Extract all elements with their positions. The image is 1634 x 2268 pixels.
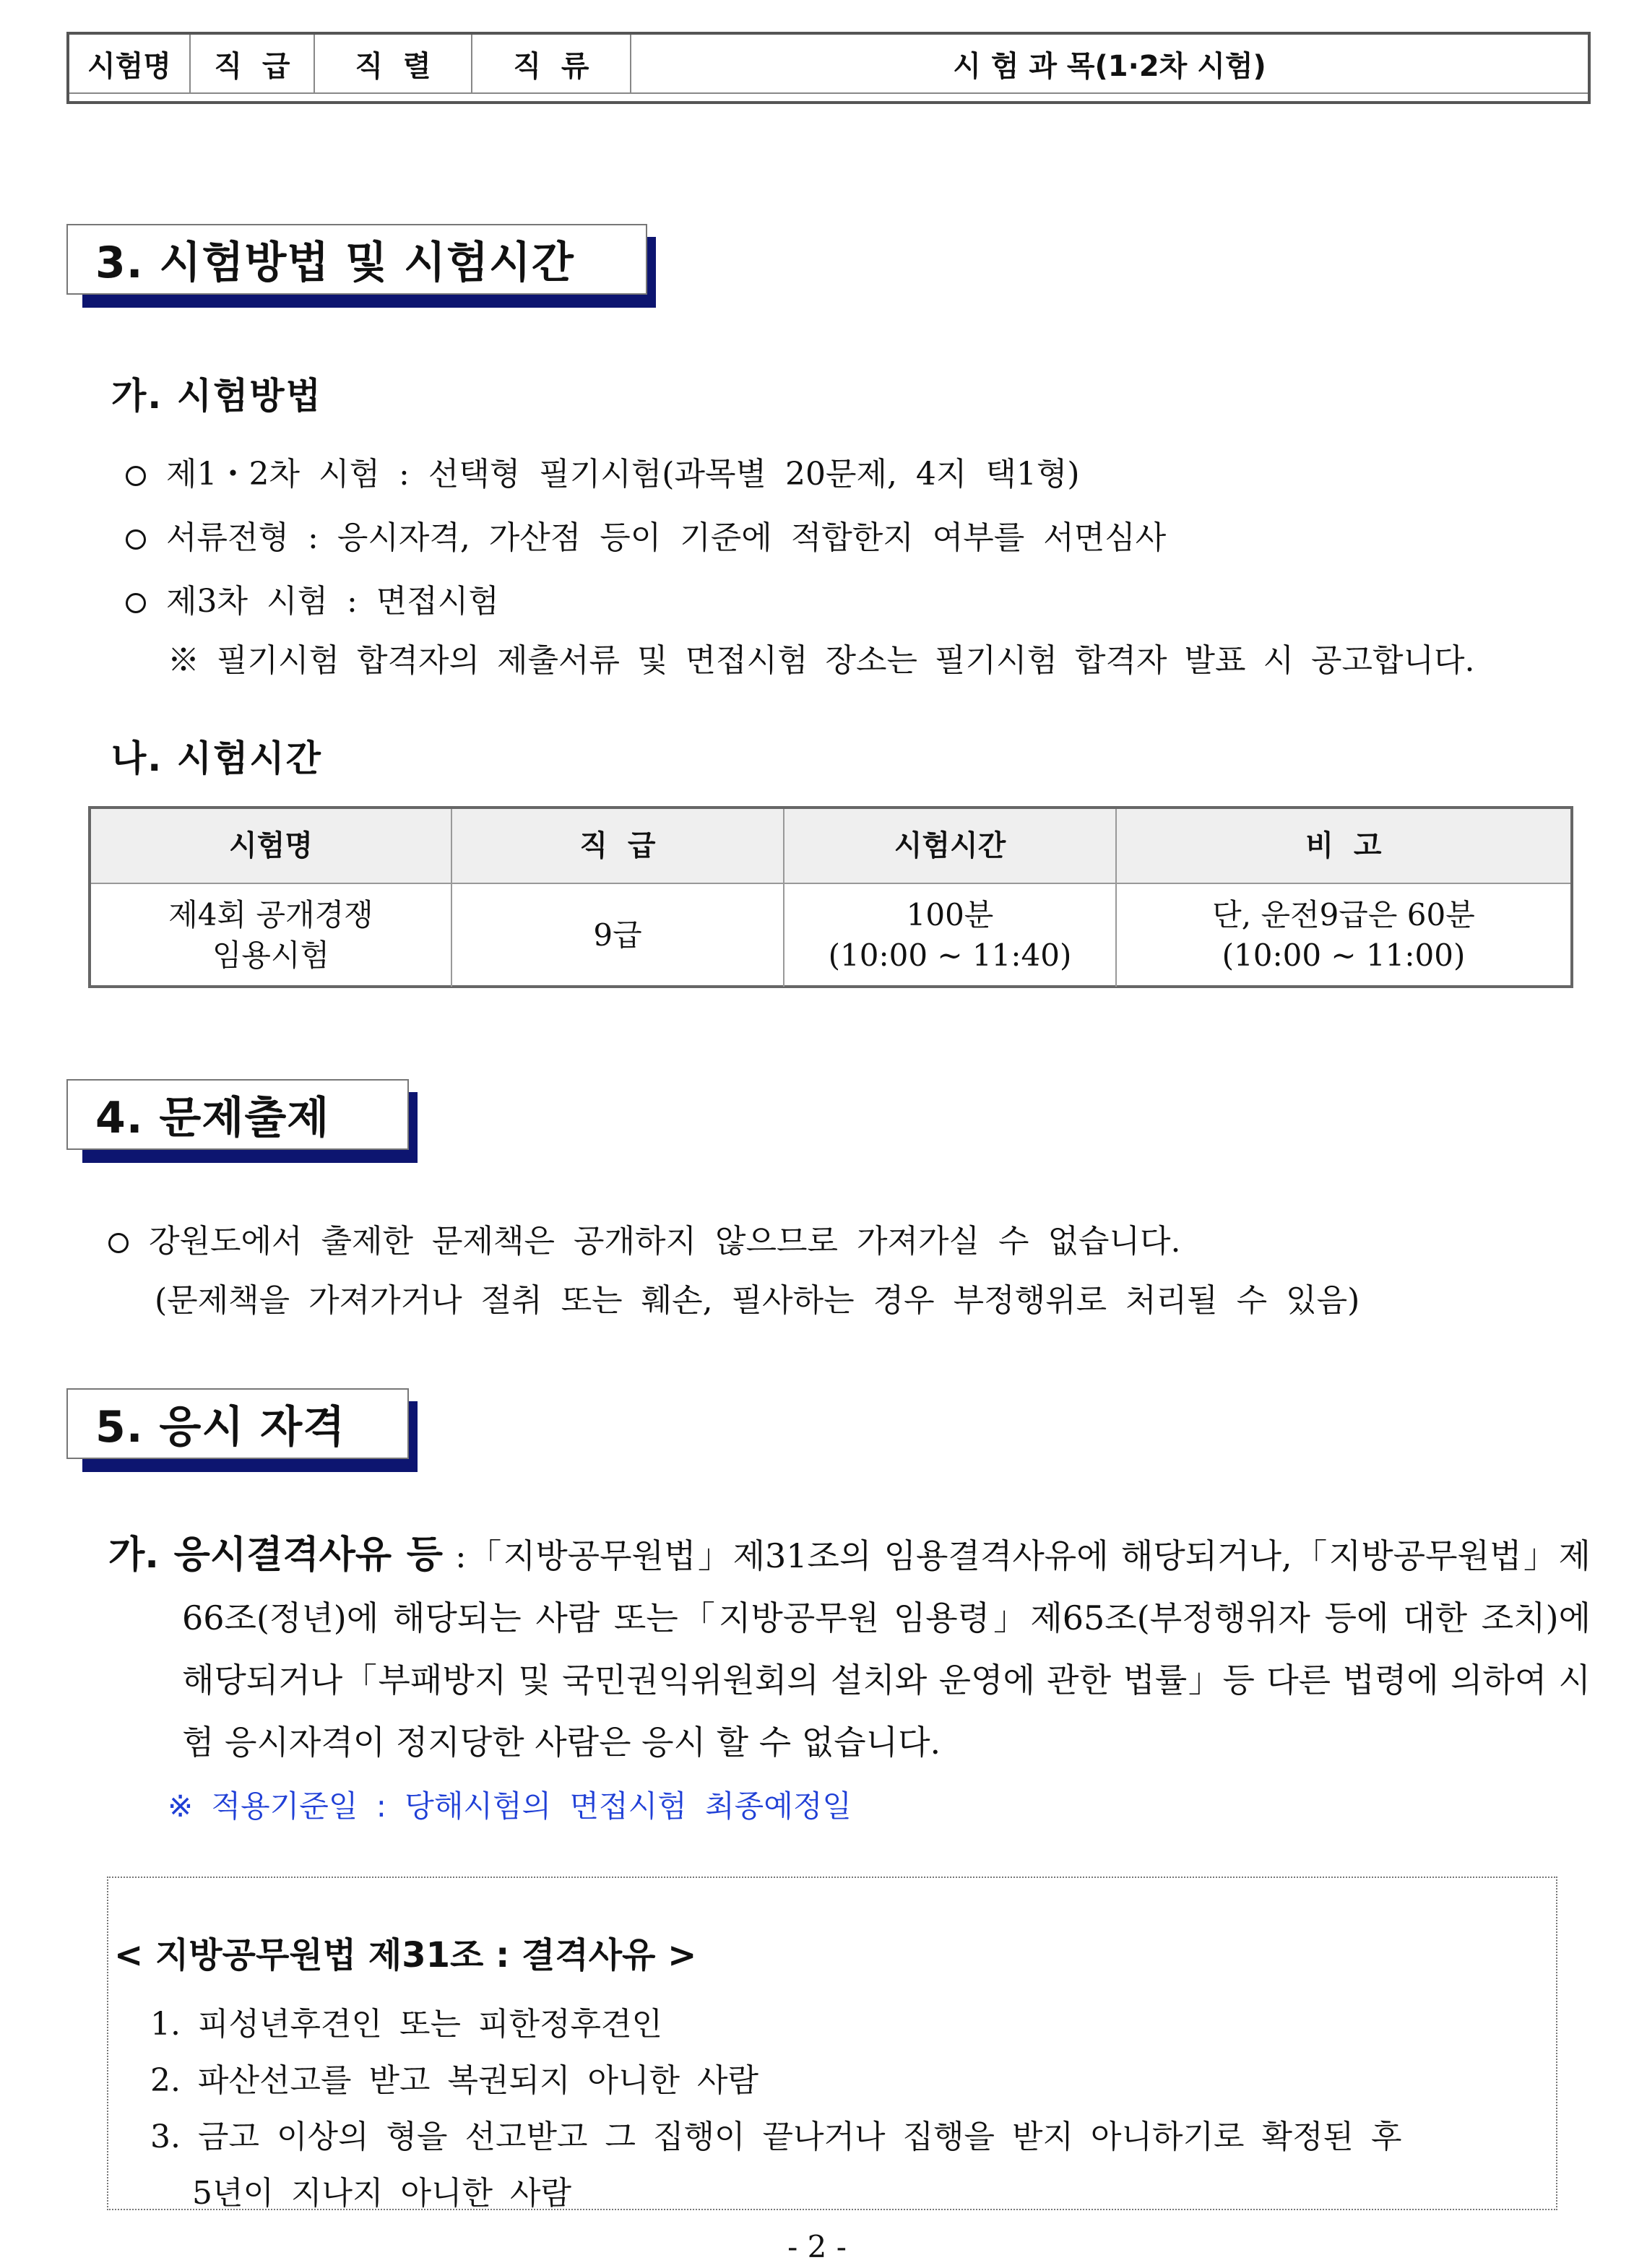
disqualification-body: :「지방공무원법」제31조의 임용결격사유에 해당되거나,「지방공무원법」제66조(정년)에 해당되는 사람 또는「지방공무원 임용령」제65조(부정행위자 등에 대한 조치)에 해당되거나「부패방지 및 국민권익위원회의 설치와 운영에 관한 법률」등 다른 법령에 의하여 시험 응시자격이 정지당한 사람은 응시 할 수 없습니다. bbox=[182, 1536, 1591, 1762]
question-notice-line-1: 강원도에서 출제한 문제책은 공개하지 않으므로 가져가실 수 없습니다. bbox=[108, 1215, 1181, 1261]
col-series: 직 렬 bbox=[315, 35, 472, 92]
law-item-1: 1. 피성년후견인 또는 피한정후견인 bbox=[150, 2006, 662, 2043]
page-number: - 2 - bbox=[787, 2229, 847, 2264]
exam-time-table bbox=[88, 806, 1573, 988]
section-5-header bbox=[66, 1388, 409, 1459]
circle-bullet-icon bbox=[126, 466, 146, 486]
section-5-title: 5. 응시 자격 bbox=[66, 1388, 409, 1459]
td-exam-name: 제4회 공개경쟁 임용시험 bbox=[91, 884, 452, 987]
th-remarks: 비 고 bbox=[1305, 829, 1382, 862]
th-grade: 직 급 bbox=[452, 809, 784, 883]
col-grade: 직 급 bbox=[191, 35, 315, 92]
method-item-2: 서류전형 : 응시자격, 가산점 등이 기준에 적합한지 여부를 서면심사 bbox=[126, 511, 1166, 558]
circle-bullet-icon bbox=[126, 593, 146, 613]
td-exam-time: 100분 (10:00 ~ 11:40) bbox=[784, 884, 1117, 987]
subject-table-header bbox=[66, 32, 1591, 104]
law-excerpt-box bbox=[107, 1877, 1557, 2210]
disqualification-heading: 가. 응시결격사유 등 bbox=[108, 1533, 443, 1577]
method-item-3: 제3차 시험 : 면접시험 bbox=[126, 575, 499, 621]
section-3-header bbox=[66, 224, 647, 295]
law-excerpt-title: < 지방공무원법 제31조 : 결격사유 > bbox=[114, 1935, 697, 1975]
td-remarks: 단, 운전9급은 60분 (10:00 ~ 11:00) bbox=[1212, 897, 1475, 973]
circle-bullet-icon bbox=[126, 529, 146, 550]
method-note: ※ 필기시험 합격자의 제출서류 및 면접시험 장소는 필기시험 합격자 발표 시 공고합니다. bbox=[168, 642, 1475, 679]
circle-bullet-icon bbox=[108, 1233, 129, 1253]
law-item-3: 3. 금고 이상의 형을 선고받고 그 집행이 끝나거나 집행을 받지 아니하기로 확정된 후 bbox=[150, 2118, 1402, 2155]
question-notice-line-2: (문제책을 가져가거나 절취 또는 훼손, 필사하는 경우 부정행위로 처리될 수 있음) bbox=[155, 1282, 1360, 1319]
th-exam-time: 시험시간 bbox=[784, 809, 1117, 883]
col-class: 직 류 bbox=[472, 35, 631, 92]
td-grade: 9급 bbox=[452, 884, 784, 987]
exam-time-heading: 나. 시험시간 bbox=[111, 737, 322, 779]
exam-method-heading: 가. 시험방법 bbox=[111, 375, 322, 417]
law-item-3-cont: 5년이 지나지 아니한 사람 bbox=[192, 2175, 571, 2212]
col-exam-name: 시험명 bbox=[69, 35, 191, 92]
section-4-header bbox=[66, 1079, 409, 1150]
th-exam-name: 시험명 bbox=[91, 809, 452, 883]
reference-date-note: ※ 적용기준일 : 당해시험의 면접시험 최종예정일 bbox=[168, 1788, 852, 1824]
method-item-1: 제1・2차 시험 : 선택형 필기시험(과목별 20문제, 4지 택1형) bbox=[126, 448, 1080, 494]
disqualification-paragraph bbox=[108, 1524, 1591, 1773]
section-3-title: 3. 시험방법 및 시험시간 bbox=[66, 224, 647, 295]
col-subjects: 시 험 과 목(1·2차 시험) bbox=[953, 49, 1266, 83]
section-4-title: 4. 문제출제 bbox=[66, 1079, 409, 1150]
law-item-2: 2. 파산선고를 받고 복권되지 아니한 사람 bbox=[150, 2062, 758, 2099]
